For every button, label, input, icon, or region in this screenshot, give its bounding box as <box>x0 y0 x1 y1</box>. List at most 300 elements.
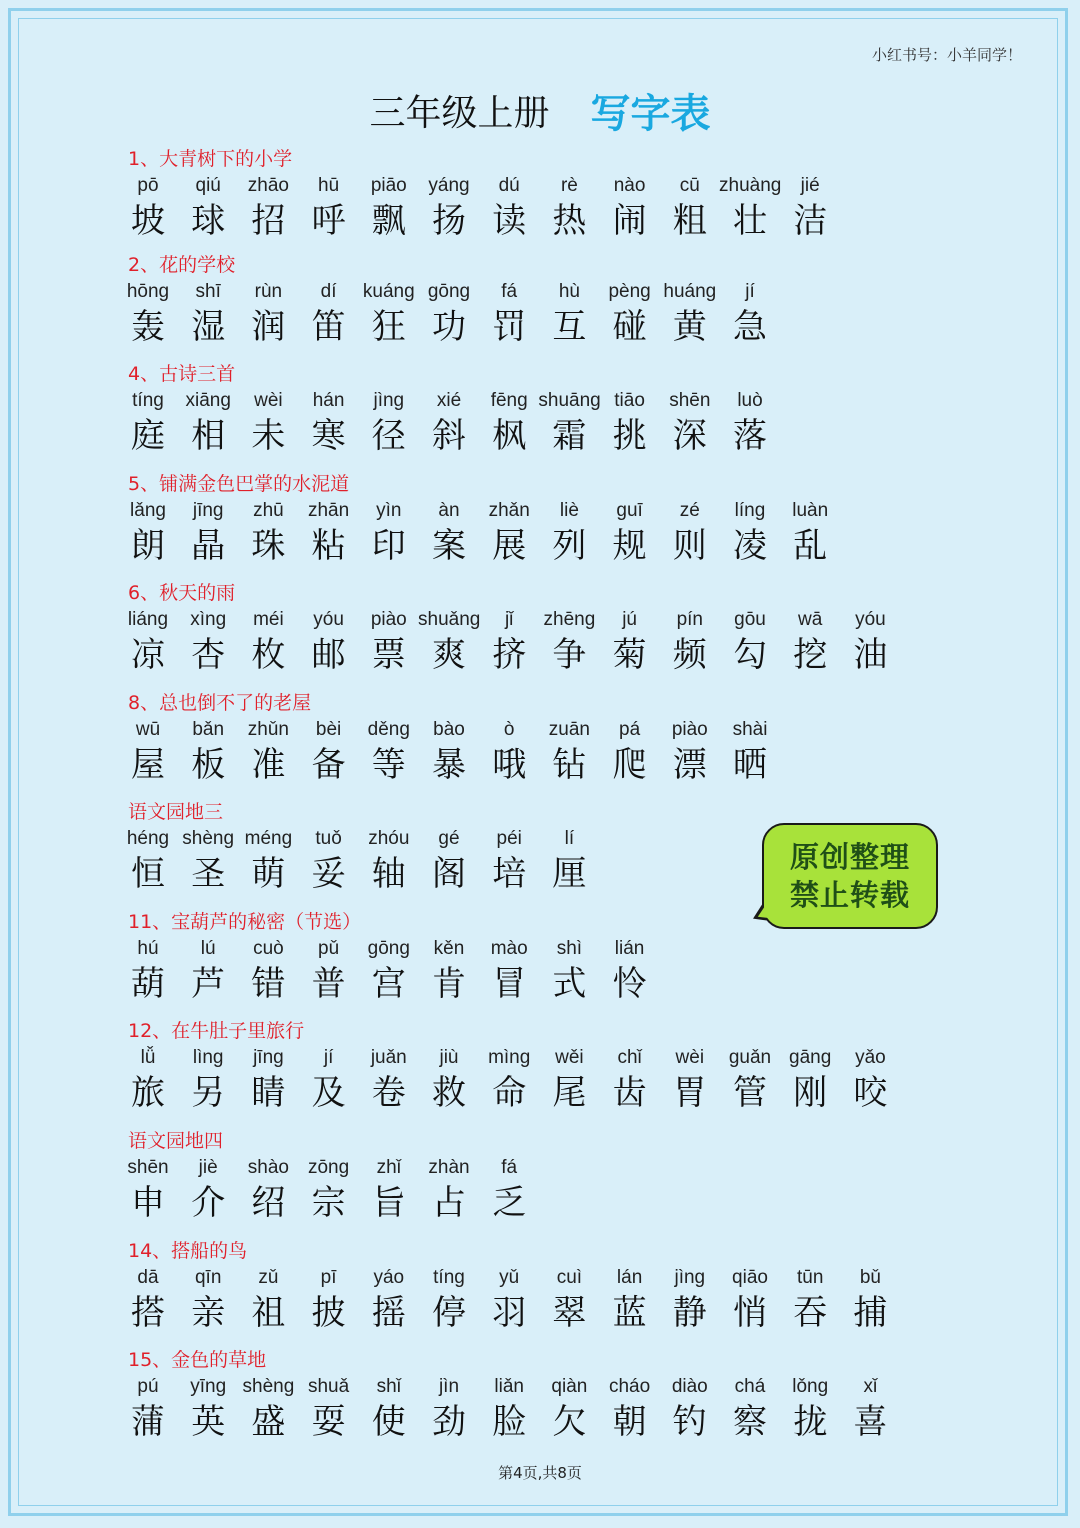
character-cell <box>779 1375 841 1443</box>
section-title: 1、大青树下的小学 <box>128 148 293 170</box>
hanzi: 挤 <box>492 635 527 675</box>
pinyin: dā <box>137 1267 159 1288</box>
pinyin: luò <box>737 390 763 411</box>
pinyin: rùn <box>254 281 283 302</box>
hanzi: 睛 <box>251 1073 286 1113</box>
pinyin: dú <box>498 175 520 196</box>
pinyin: gōng <box>427 281 471 302</box>
pinyin: ò <box>503 719 515 740</box>
pinyin: huáng <box>663 281 717 302</box>
character-cell <box>117 1266 179 1334</box>
pinyin: piào <box>671 719 708 740</box>
character-cell <box>298 608 360 676</box>
pinyin: zhàn <box>428 1157 470 1178</box>
hanzi: 规 <box>612 526 647 566</box>
pinyin: piāo <box>370 175 407 196</box>
pinyin: zhóu <box>368 828 410 849</box>
character-cell <box>358 718 420 786</box>
hanzi: 闹 <box>612 201 647 241</box>
character-cell <box>719 1375 781 1443</box>
character-cell <box>418 1375 480 1443</box>
hanzi: 旨 <box>371 1183 406 1223</box>
pinyin: zhān <box>307 500 350 521</box>
character-cell <box>177 1156 239 1224</box>
character-cell <box>418 280 480 348</box>
hanzi: 挑 <box>612 416 647 456</box>
hanzi: 羽 <box>492 1293 527 1333</box>
character-cell <box>418 389 480 457</box>
pinyin: shào <box>247 1157 289 1178</box>
character-cell <box>117 937 179 1005</box>
pinyin: qiú <box>195 175 221 196</box>
hanzi: 刚 <box>793 1073 828 1113</box>
hanzi: 使 <box>371 1402 406 1442</box>
pinyin: shì <box>556 938 583 959</box>
character-cell <box>478 1375 540 1443</box>
pinyin: pī <box>320 1267 337 1288</box>
hanzi: 罚 <box>492 307 527 347</box>
character-cell <box>298 718 360 786</box>
pinyin: xìng <box>190 609 227 630</box>
pinyin: pèng <box>608 281 651 302</box>
hanzi: 板 <box>191 745 226 785</box>
character-cell <box>599 280 661 348</box>
hanzi: 则 <box>672 526 707 566</box>
pinyin: yǔ <box>499 1267 520 1288</box>
hanzi: 旅 <box>131 1073 165 1113</box>
character-cell <box>478 389 540 457</box>
character-cell <box>117 827 179 895</box>
section-title: 12、在牛肚子里旅行 <box>128 1020 305 1042</box>
pinyin: bǎn <box>192 719 225 740</box>
hanzi: 招 <box>251 201 286 241</box>
pinyin: wěi <box>555 1047 584 1068</box>
character-cell <box>177 174 239 242</box>
pinyin: chá <box>734 1376 766 1397</box>
hanzi: 脸 <box>492 1402 527 1442</box>
character-cell <box>237 1375 299 1443</box>
hanzi: 齿 <box>612 1073 647 1113</box>
character-cell <box>478 280 540 348</box>
pinyin: qiāo <box>732 1267 768 1288</box>
pinyin: tíng <box>132 390 164 411</box>
hanzi: 另 <box>191 1073 226 1113</box>
hanzi: 培 <box>492 854 527 894</box>
hanzi: 怜 <box>612 964 647 1004</box>
hanzi: 枚 <box>251 635 286 675</box>
character-cell <box>719 1046 781 1114</box>
pinyin: shèng <box>182 828 235 849</box>
character-cell <box>237 1046 299 1114</box>
hanzi: 蒲 <box>131 1402 165 1442</box>
hanzi: 票 <box>371 635 406 675</box>
pinyin: lǚ <box>140 1047 156 1068</box>
pinyin: pō <box>137 175 159 196</box>
character-cell <box>478 608 540 676</box>
character-cell <box>478 1156 540 1224</box>
character-cell <box>177 718 239 786</box>
hanzi: 暴 <box>432 745 466 785</box>
hanzi: 搭 <box>131 1293 165 1333</box>
hanzi: 错 <box>251 964 286 1004</box>
hanzi: 喜 <box>853 1402 888 1442</box>
pinyin: shuǎng <box>418 609 481 630</box>
hanzi: 悄 <box>733 1293 767 1333</box>
hanzi: 管 <box>733 1073 767 1113</box>
pinyin: péi <box>496 828 522 849</box>
character-cell <box>117 1156 179 1224</box>
pinyin: bèi <box>315 719 342 740</box>
account-label: 小红书号：小羊同学！ <box>871 46 1022 64</box>
pinyin: xǐ <box>863 1376 878 1397</box>
hanzi: 耍 <box>311 1402 346 1442</box>
character-cell <box>177 827 239 895</box>
pinyin: hù <box>558 281 580 302</box>
hanzi: 急 <box>733 307 767 347</box>
hanzi: 吞 <box>793 1293 828 1333</box>
character-cell <box>358 827 420 895</box>
character-cell <box>659 608 721 676</box>
pinyin: tiāo <box>614 390 645 411</box>
pinyin: méng <box>244 828 293 849</box>
pinyin: liǎn <box>494 1376 524 1397</box>
pinyin: yóu <box>855 609 886 630</box>
character-cell <box>237 937 299 1005</box>
hanzi: 笛 <box>311 307 346 347</box>
hanzi: 霜 <box>552 416 587 456</box>
hanzi: 热 <box>552 201 587 241</box>
character-cell <box>599 1375 661 1443</box>
hanzi: 钻 <box>552 745 587 785</box>
hanzi: 亲 <box>191 1293 226 1333</box>
character-cell <box>538 280 600 348</box>
pinyin: jìn <box>438 1376 460 1397</box>
hanzi: 挖 <box>793 635 828 675</box>
character-cell <box>117 174 179 242</box>
character-cell <box>659 1375 721 1443</box>
page-number: 第4页,共8页 <box>498 1464 582 1482</box>
hanzi: 庭 <box>131 416 165 456</box>
pinyin: àn <box>438 500 460 521</box>
hanzi: 朝 <box>612 1402 647 1442</box>
hanzi: 盛 <box>251 1402 286 1442</box>
hanzi: 爬 <box>612 745 647 785</box>
character-cell <box>538 827 600 895</box>
character-cell <box>237 608 299 676</box>
hanzi: 摇 <box>371 1293 406 1333</box>
character-cell <box>177 499 239 567</box>
hanzi: 申 <box>131 1183 165 1223</box>
pinyin: yáo <box>373 1267 405 1288</box>
pinyin: bào <box>433 719 465 740</box>
hanzi: 普 <box>311 964 346 1004</box>
pinyin: jīng <box>192 500 224 521</box>
pinyin: pín <box>676 609 703 630</box>
pinyin: líng <box>734 500 766 521</box>
pinyin: lìng <box>192 1047 224 1068</box>
character-cell <box>117 1375 179 1443</box>
pinyin: lán <box>616 1267 643 1288</box>
hanzi: 乏 <box>492 1183 527 1223</box>
character-cell <box>779 608 841 676</box>
pinyin: hōng <box>126 281 170 302</box>
character-cell <box>418 608 480 676</box>
hanzi: 邮 <box>311 635 346 675</box>
character-cell <box>599 718 661 786</box>
pinyin: tíng <box>433 1267 465 1288</box>
pinyin: shuǎ <box>307 1376 350 1397</box>
hanzi: 洁 <box>793 201 828 241</box>
pinyin: tūn <box>796 1267 824 1288</box>
pinyin: jié <box>800 175 820 196</box>
character-cell <box>599 1266 661 1334</box>
character-cell <box>418 827 480 895</box>
pinyin: dí <box>320 281 337 302</box>
character-cell <box>719 608 781 676</box>
hanzi: 呼 <box>311 201 346 241</box>
character-cell <box>538 937 600 1005</box>
hanzi: 爽 <box>432 635 466 675</box>
character-cell <box>177 937 239 1005</box>
hanzi: 尾 <box>552 1073 587 1113</box>
pinyin: gé <box>438 828 460 849</box>
hanzi: 钓 <box>672 1402 707 1442</box>
pinyin: chǐ <box>617 1047 642 1068</box>
character-cell <box>538 499 600 567</box>
character-cell <box>418 718 480 786</box>
character-cell <box>418 1156 480 1224</box>
pinyin: jìng <box>674 1267 706 1288</box>
pinyin: lián <box>614 938 645 959</box>
character-cell <box>478 827 540 895</box>
pinyin: juǎn <box>370 1047 407 1068</box>
character-cell <box>839 1375 901 1443</box>
pinyin: gāng <box>789 1047 832 1068</box>
pinyin: kuáng <box>362 281 415 302</box>
character-cell <box>358 937 420 1005</box>
character-cell <box>358 499 420 567</box>
character-cell <box>418 1266 480 1334</box>
hanzi: 狂 <box>371 307 406 347</box>
hanzi: 劲 <box>432 1402 466 1442</box>
character-cell <box>298 1046 360 1114</box>
hanzi: 蓝 <box>612 1293 647 1333</box>
pinyin: jǐ <box>504 609 514 630</box>
hanzi: 屋 <box>131 745 165 785</box>
hanzi: 径 <box>371 416 406 456</box>
character-cell <box>719 280 781 348</box>
pinyin: rè <box>560 175 578 196</box>
pinyin: jiè <box>198 1157 218 1178</box>
pinyin: zuān <box>548 719 590 740</box>
pinyin: piào <box>370 609 407 630</box>
pinyin: shī <box>195 281 221 302</box>
pinyin: pú <box>137 1376 159 1397</box>
pinyin: zhǔn <box>247 719 289 740</box>
character-cell <box>237 389 299 457</box>
character-cell <box>117 389 179 457</box>
character-cell <box>237 499 299 567</box>
hanzi: 芦 <box>191 964 226 1004</box>
character-cell <box>538 1375 600 1443</box>
pinyin: shēn <box>669 390 711 411</box>
pinyin: lǎng <box>130 500 166 521</box>
pinyin: fá <box>501 281 518 302</box>
character-cell <box>478 937 540 1005</box>
hanzi: 晶 <box>191 526 226 566</box>
character-cell <box>298 389 360 457</box>
pinyin: méi <box>253 609 284 630</box>
title-subject: 写字表 <box>590 91 711 137</box>
character-cell <box>237 1156 299 1224</box>
hanzi: 湿 <box>191 307 226 347</box>
pinyin: zōng <box>307 1157 350 1178</box>
section-title: 15、金色的草地 <box>128 1349 267 1371</box>
section-title: 4、古诗三首 <box>128 363 236 385</box>
pinyin: nào <box>613 175 646 196</box>
hanzi: 萌 <box>251 854 286 894</box>
character-cell <box>719 718 781 786</box>
pinyin: xiāng <box>185 390 231 411</box>
hanzi: 油 <box>853 635 888 675</box>
hanzi: 珠 <box>251 526 286 566</box>
pinyin: jīng <box>253 1047 284 1068</box>
character-cell <box>117 1046 179 1114</box>
hanzi: 胃 <box>672 1073 707 1113</box>
character-cell <box>599 389 661 457</box>
pinyin: luàn <box>792 500 829 521</box>
pinyin: shēn <box>127 1157 169 1178</box>
pinyin: shài <box>732 719 768 740</box>
hanzi: 粘 <box>311 526 346 566</box>
stamp-line-2: 禁止转载 <box>789 878 910 912</box>
hanzi: 绍 <box>251 1183 286 1223</box>
character-cell <box>177 1266 239 1334</box>
hanzi: 凉 <box>131 635 165 675</box>
pinyin: wèi <box>675 1047 705 1068</box>
hanzi: 菊 <box>612 635 647 675</box>
hanzi: 轴 <box>371 854 406 894</box>
section-title: 5、铺满金色巴掌的水泥道 <box>128 473 350 495</box>
pinyin: zhū <box>253 500 284 521</box>
hanzi: 未 <box>251 416 286 456</box>
hanzi: 案 <box>432 526 466 566</box>
pinyin: jí <box>745 281 755 302</box>
hanzi: 相 <box>191 416 226 456</box>
hanzi: 读 <box>492 201 527 241</box>
character-cell <box>298 937 360 1005</box>
hanzi: 英 <box>191 1402 226 1442</box>
pinyin: jiù <box>439 1047 459 1068</box>
character-cell <box>177 280 239 348</box>
pinyin: zhǐ <box>376 1157 401 1178</box>
pinyin: pá <box>619 719 641 740</box>
pinyin: guǎn <box>728 1047 772 1068</box>
pinyin: kěn <box>433 938 465 959</box>
pinyin: lǒng <box>792 1376 829 1397</box>
character-cell <box>719 499 781 567</box>
pinyin: mìng <box>488 1047 531 1068</box>
character-cell <box>839 1266 901 1334</box>
pinyin: hú <box>137 938 159 959</box>
pinyin: děng <box>367 719 410 740</box>
pinyin: qīn <box>194 1267 222 1288</box>
copyright-stamp <box>762 823 938 929</box>
hanzi: 静 <box>672 1293 707 1333</box>
pinyin: cuì <box>556 1267 583 1288</box>
section-title: 语文园地三 <box>128 801 224 823</box>
character-cell <box>779 1046 841 1114</box>
character-cell <box>298 1156 360 1224</box>
hanzi: 宫 <box>371 964 406 1004</box>
hanzi: 壮 <box>733 201 767 241</box>
pinyin: diào <box>671 1376 708 1397</box>
hanzi: 卷 <box>371 1073 406 1113</box>
character-cell <box>659 174 721 242</box>
pinyin: wèi <box>254 390 283 411</box>
hanzi: 飘 <box>371 201 406 241</box>
pinyin: zhāo <box>247 175 289 196</box>
pinyin: cuò <box>253 938 284 959</box>
hanzi: 命 <box>492 1073 527 1113</box>
hanzi: 扬 <box>432 201 466 241</box>
character-cell <box>839 1046 901 1114</box>
hanzi: 阁 <box>432 854 466 894</box>
hanzi: 粗 <box>672 201 707 241</box>
character-cell <box>117 280 179 348</box>
hanzi: 印 <box>371 526 406 566</box>
hanzi: 朗 <box>131 526 165 566</box>
hanzi: 拢 <box>793 1402 828 1442</box>
hanzi: 列 <box>552 526 587 566</box>
character-cell <box>298 827 360 895</box>
hanzi: 备 <box>311 745 346 785</box>
character-cell <box>358 389 420 457</box>
character-cell <box>358 1046 420 1114</box>
pinyin: shǐ <box>376 1376 401 1397</box>
character-cell <box>117 608 179 676</box>
character-cell <box>298 1266 360 1334</box>
hanzi: 欠 <box>552 1402 587 1442</box>
character-cell <box>659 389 721 457</box>
hanzi: 等 <box>371 745 406 785</box>
character-cell <box>237 1266 299 1334</box>
pinyin: tuǒ <box>315 828 342 849</box>
character-cell <box>839 608 901 676</box>
character-cell <box>538 718 600 786</box>
character-cell <box>478 1266 540 1334</box>
character-cell <box>237 280 299 348</box>
hanzi: 落 <box>733 416 767 456</box>
hanzi: 展 <box>492 526 527 566</box>
character-cell <box>237 827 299 895</box>
character-cell <box>659 280 721 348</box>
hanzi: 寒 <box>311 416 346 456</box>
character-cell <box>358 280 420 348</box>
pinyin: pǔ <box>318 938 340 959</box>
character-cell <box>177 1375 239 1443</box>
character-cell <box>538 389 600 457</box>
pinyin: liè <box>559 500 579 521</box>
hanzi: 球 <box>191 201 226 241</box>
character-cell <box>779 499 841 567</box>
hanzi: 频 <box>672 635 707 675</box>
pinyin: zhuàng <box>719 175 782 196</box>
pinyin: xié <box>436 390 462 411</box>
pinyin: hán <box>312 390 345 411</box>
section-title: 8、总也倒不了的老屋 <box>128 692 312 714</box>
hanzi: 润 <box>251 307 286 347</box>
